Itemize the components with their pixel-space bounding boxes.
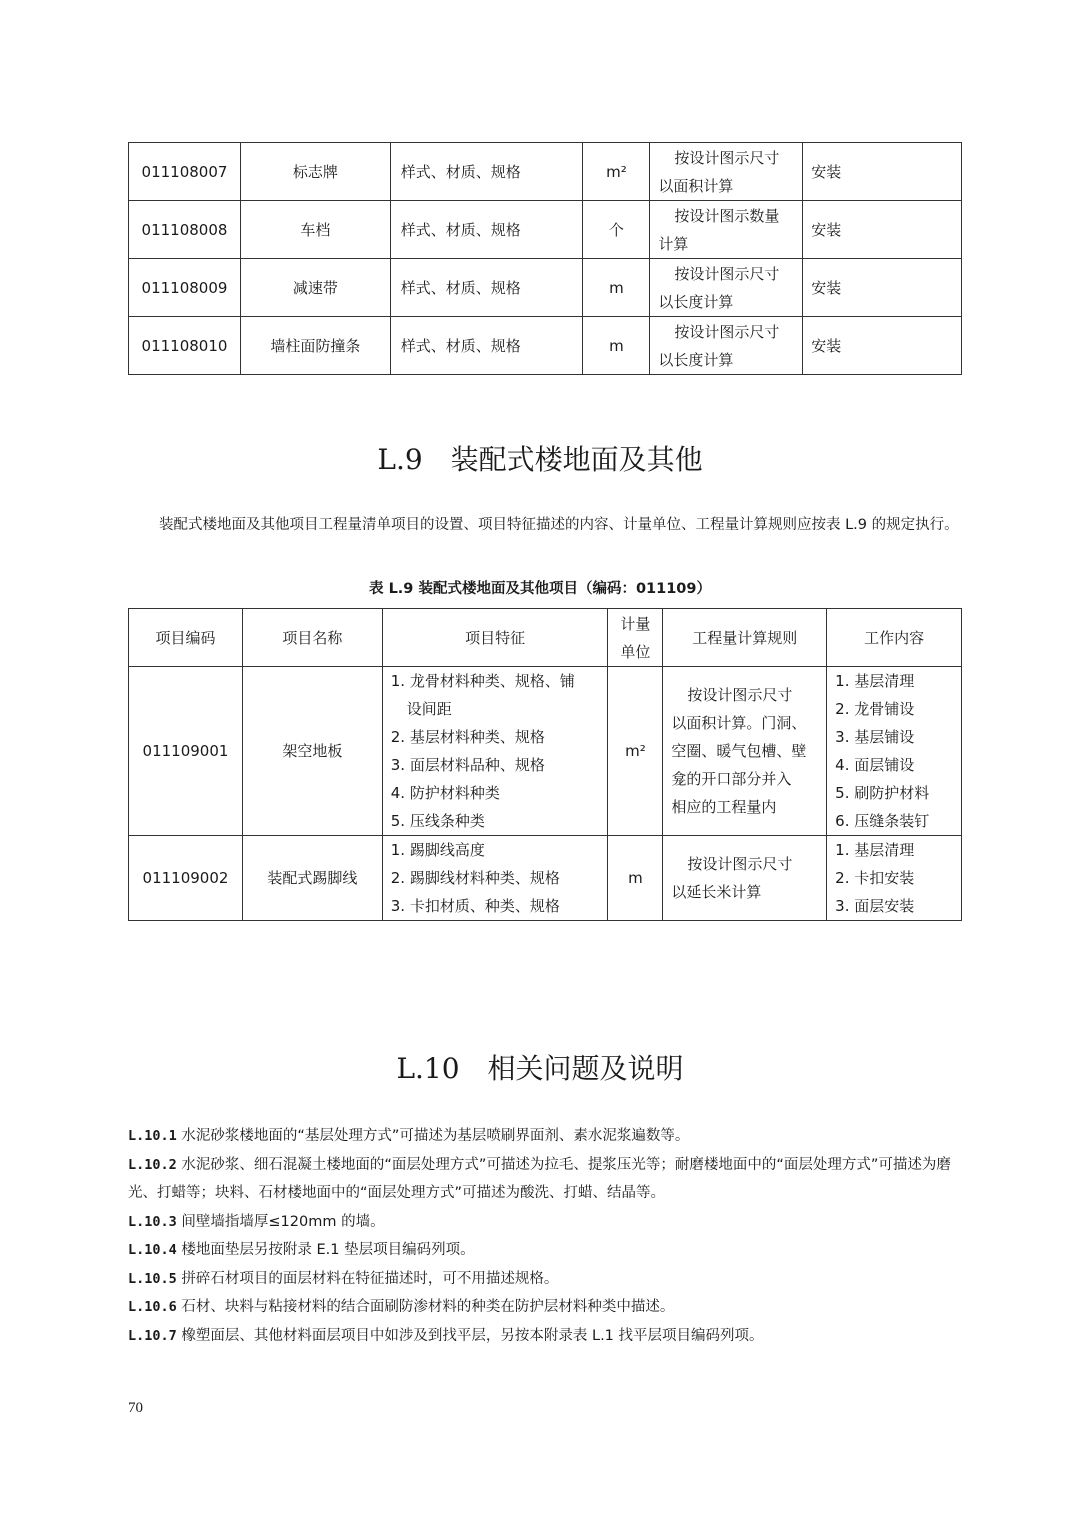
- cell-work: 安装: [803, 143, 962, 201]
- note-item: [128, 1151, 968, 1208]
- cell-work: [827, 836, 962, 921]
- cell-unit: m: [583, 317, 650, 375]
- cell-rule: [650, 201, 803, 259]
- note-text: 橡塑面层、其他材料面层项目中如涉及到找平层，另按本附录表 L.1 找平层项目编码列项。: [176, 1327, 764, 1344]
- cell-code: 011108008: [129, 201, 241, 259]
- note-text: 水泥砂浆楼地面的“基层处理方式”可描述为基层喷刷界面剂、素水泥浆遍数等。: [176, 1128, 690, 1144]
- cell-unit: 个: [583, 201, 650, 259]
- page-number: 70: [128, 1400, 143, 1416]
- feature-line: 4. 防护材料种类: [390, 784, 500, 802]
- work-line: 3. 基层铺设: [835, 728, 915, 746]
- cell-rule-line: 以面积计算: [658, 176, 734, 195]
- work-line: 1. 基层清理: [835, 672, 915, 690]
- note-item: [128, 1322, 968, 1351]
- table-row: [129, 143, 962, 201]
- note-number: L.10.3: [128, 1213, 177, 1230]
- cell-code: 011108009: [129, 259, 241, 317]
- cell-work: 安装: [803, 317, 962, 375]
- header-rule: 工程量计算规则: [663, 609, 827, 667]
- rule-line: 相应的工程量内: [671, 798, 777, 816]
- note-item: [128, 1122, 968, 1151]
- cell-rule-line: 按设计图示尺寸: [674, 322, 780, 341]
- cell-name: 车档: [240, 201, 390, 259]
- cell-rule: [650, 317, 803, 375]
- feature-line: 3. 面层材料品种、规格: [390, 756, 545, 774]
- cell-rule: [650, 259, 803, 317]
- cell-work: 安装: [803, 259, 962, 317]
- feature-line: 3. 卡扣材质、种类、规格: [390, 897, 560, 915]
- table-header-row: [129, 609, 962, 667]
- note-number: L.10.7: [128, 1327, 177, 1344]
- note-number: L.10.5: [128, 1270, 177, 1287]
- cell-rule-line: 以长度计算: [658, 292, 734, 311]
- cell-rule-line: 以长度计算: [658, 350, 734, 369]
- header-unit-line1: 计量: [620, 614, 651, 633]
- cell-rule: [650, 143, 803, 201]
- table-items-011108: [128, 142, 962, 375]
- table-l9: [128, 608, 962, 921]
- cell-code: 011109001: [129, 667, 243, 836]
- header-features: 项目特征: [382, 609, 608, 667]
- cell-features: [382, 836, 608, 921]
- table-row: [129, 201, 962, 259]
- cell-work: [827, 667, 962, 836]
- cell-code: 011108007: [129, 143, 241, 201]
- cell-name: 架空地板: [242, 667, 382, 836]
- rule-line: 龛的开口部分并入: [671, 770, 792, 788]
- note-text: 间壁墙指墙厚≤120mm 的墙。: [176, 1213, 385, 1230]
- section-heading-l10: L.10 相关问题及说明: [396, 1052, 684, 1085]
- note-number: L.10.6: [128, 1299, 177, 1315]
- rule-line: 按设计图示尺寸: [687, 686, 793, 704]
- note-number: L.10.4: [128, 1242, 177, 1258]
- header-unit: [608, 609, 663, 667]
- work-line: 4. 面层铺设: [835, 756, 915, 774]
- header-name: 项目名称: [242, 609, 382, 667]
- section-intro-paragraph: 装配式楼地面及其他项目工程量清单项目的设置、项目特征描述的内容、计量单位、工程量计算规则应按表 L.9 的规定执行。: [159, 517, 959, 533]
- cell-rule-line: 计算: [658, 234, 689, 253]
- feature-line: 5. 压线条种类: [390, 812, 485, 830]
- cell-unit: m²: [583, 143, 650, 201]
- work-line: 2. 龙骨铺设: [835, 700, 915, 718]
- rule-line: 按设计图示尺寸: [687, 855, 793, 873]
- cell-rule-line: 按设计图示尺寸: [674, 264, 780, 283]
- cell-features: [382, 667, 608, 836]
- note-text: 水泥砂浆、细石混凝土楼地面的“面层处理方式”可描述为拉毛、提浆压光等；耐磨楼地面中的“面层处理方式”可描述为磨光、打蜡等；块料、石材楼地面中的“面层处理方式”可描述为酸洗、打蜡、结晶等。: [128, 1156, 951, 1201]
- note-text: 拼碎石材项目的面层材料在特征描述时，可不用描述规格。: [176, 1270, 559, 1287]
- cell-unit: m²: [608, 667, 663, 836]
- rule-line: 以面积计算。门洞、: [671, 714, 807, 732]
- work-line: 3. 面层安装: [835, 897, 915, 915]
- notes-list: [128, 1122, 968, 1350]
- feature-line: 2. 踢脚线材料种类、规格: [390, 869, 560, 887]
- note-text: 楼地面垫层另按附录 E.1 垫层项目编码列项。: [176, 1242, 475, 1258]
- note-item: [128, 1208, 968, 1237]
- cell-name: 墙柱面防撞条: [240, 317, 390, 375]
- cell-features: 样式、材质、规格: [390, 201, 583, 259]
- work-line: 6. 压缝条装钉: [835, 812, 930, 830]
- cell-name: 标志牌: [240, 143, 390, 201]
- feature-line: 2. 基层材料种类、规格: [390, 728, 545, 746]
- note-text: 石材、块料与粘接材料的结合面刷防渗材料的种类在防护层材料种类中描述。: [176, 1299, 675, 1315]
- note-number: L.10.1: [128, 1128, 177, 1144]
- table-row: [129, 259, 962, 317]
- cell-rule-line: 按设计图示数量: [674, 206, 780, 225]
- header-code: 项目编码: [129, 609, 243, 667]
- table-row: [129, 667, 962, 836]
- note-item: [128, 1293, 968, 1322]
- rule-line: 空圈、暖气包槽、壁: [671, 742, 807, 760]
- cell-rule: [663, 667, 827, 836]
- table-caption: 表 L.9 装配式楼地面及其他项目（编码：011109）: [369, 581, 711, 597]
- cell-name: 装配式踢脚线: [242, 836, 382, 921]
- cell-rule: [663, 836, 827, 921]
- cell-rule-line: 按设计图示尺寸: [674, 148, 780, 167]
- work-line: 1. 基层清理: [835, 841, 915, 859]
- table-row: [129, 836, 962, 921]
- note-number: L.10.2: [128, 1156, 177, 1173]
- note-item: [128, 1265, 968, 1294]
- cell-features: 样式、材质、规格: [390, 259, 583, 317]
- rule-line: 以延长米计算: [671, 883, 762, 901]
- feature-line: 设间距: [406, 700, 452, 718]
- feature-line: 1. 龙骨材料种类、规格、铺: [390, 672, 575, 690]
- cell-code: 011109002: [129, 836, 243, 921]
- cell-features: 样式、材质、规格: [390, 143, 583, 201]
- cell-features: 样式、材质、规格: [390, 317, 583, 375]
- note-item: [128, 1236, 968, 1265]
- work-line: 5. 刷防护材料: [835, 784, 930, 802]
- cell-unit: m: [583, 259, 650, 317]
- table-row: [129, 317, 962, 375]
- feature-line: 1. 踢脚线高度: [390, 841, 485, 859]
- work-line: 2. 卡扣安装: [835, 869, 915, 887]
- cell-code: 011108010: [129, 317, 241, 375]
- header-unit-line2: 单位: [620, 642, 651, 661]
- cell-name: 减速带: [240, 259, 390, 317]
- section-heading-l9: L.9 装配式楼地面及其他: [377, 443, 703, 476]
- header-work: 工作内容: [827, 609, 962, 667]
- cell-unit: m: [608, 836, 663, 921]
- cell-work: 安装: [803, 201, 962, 259]
